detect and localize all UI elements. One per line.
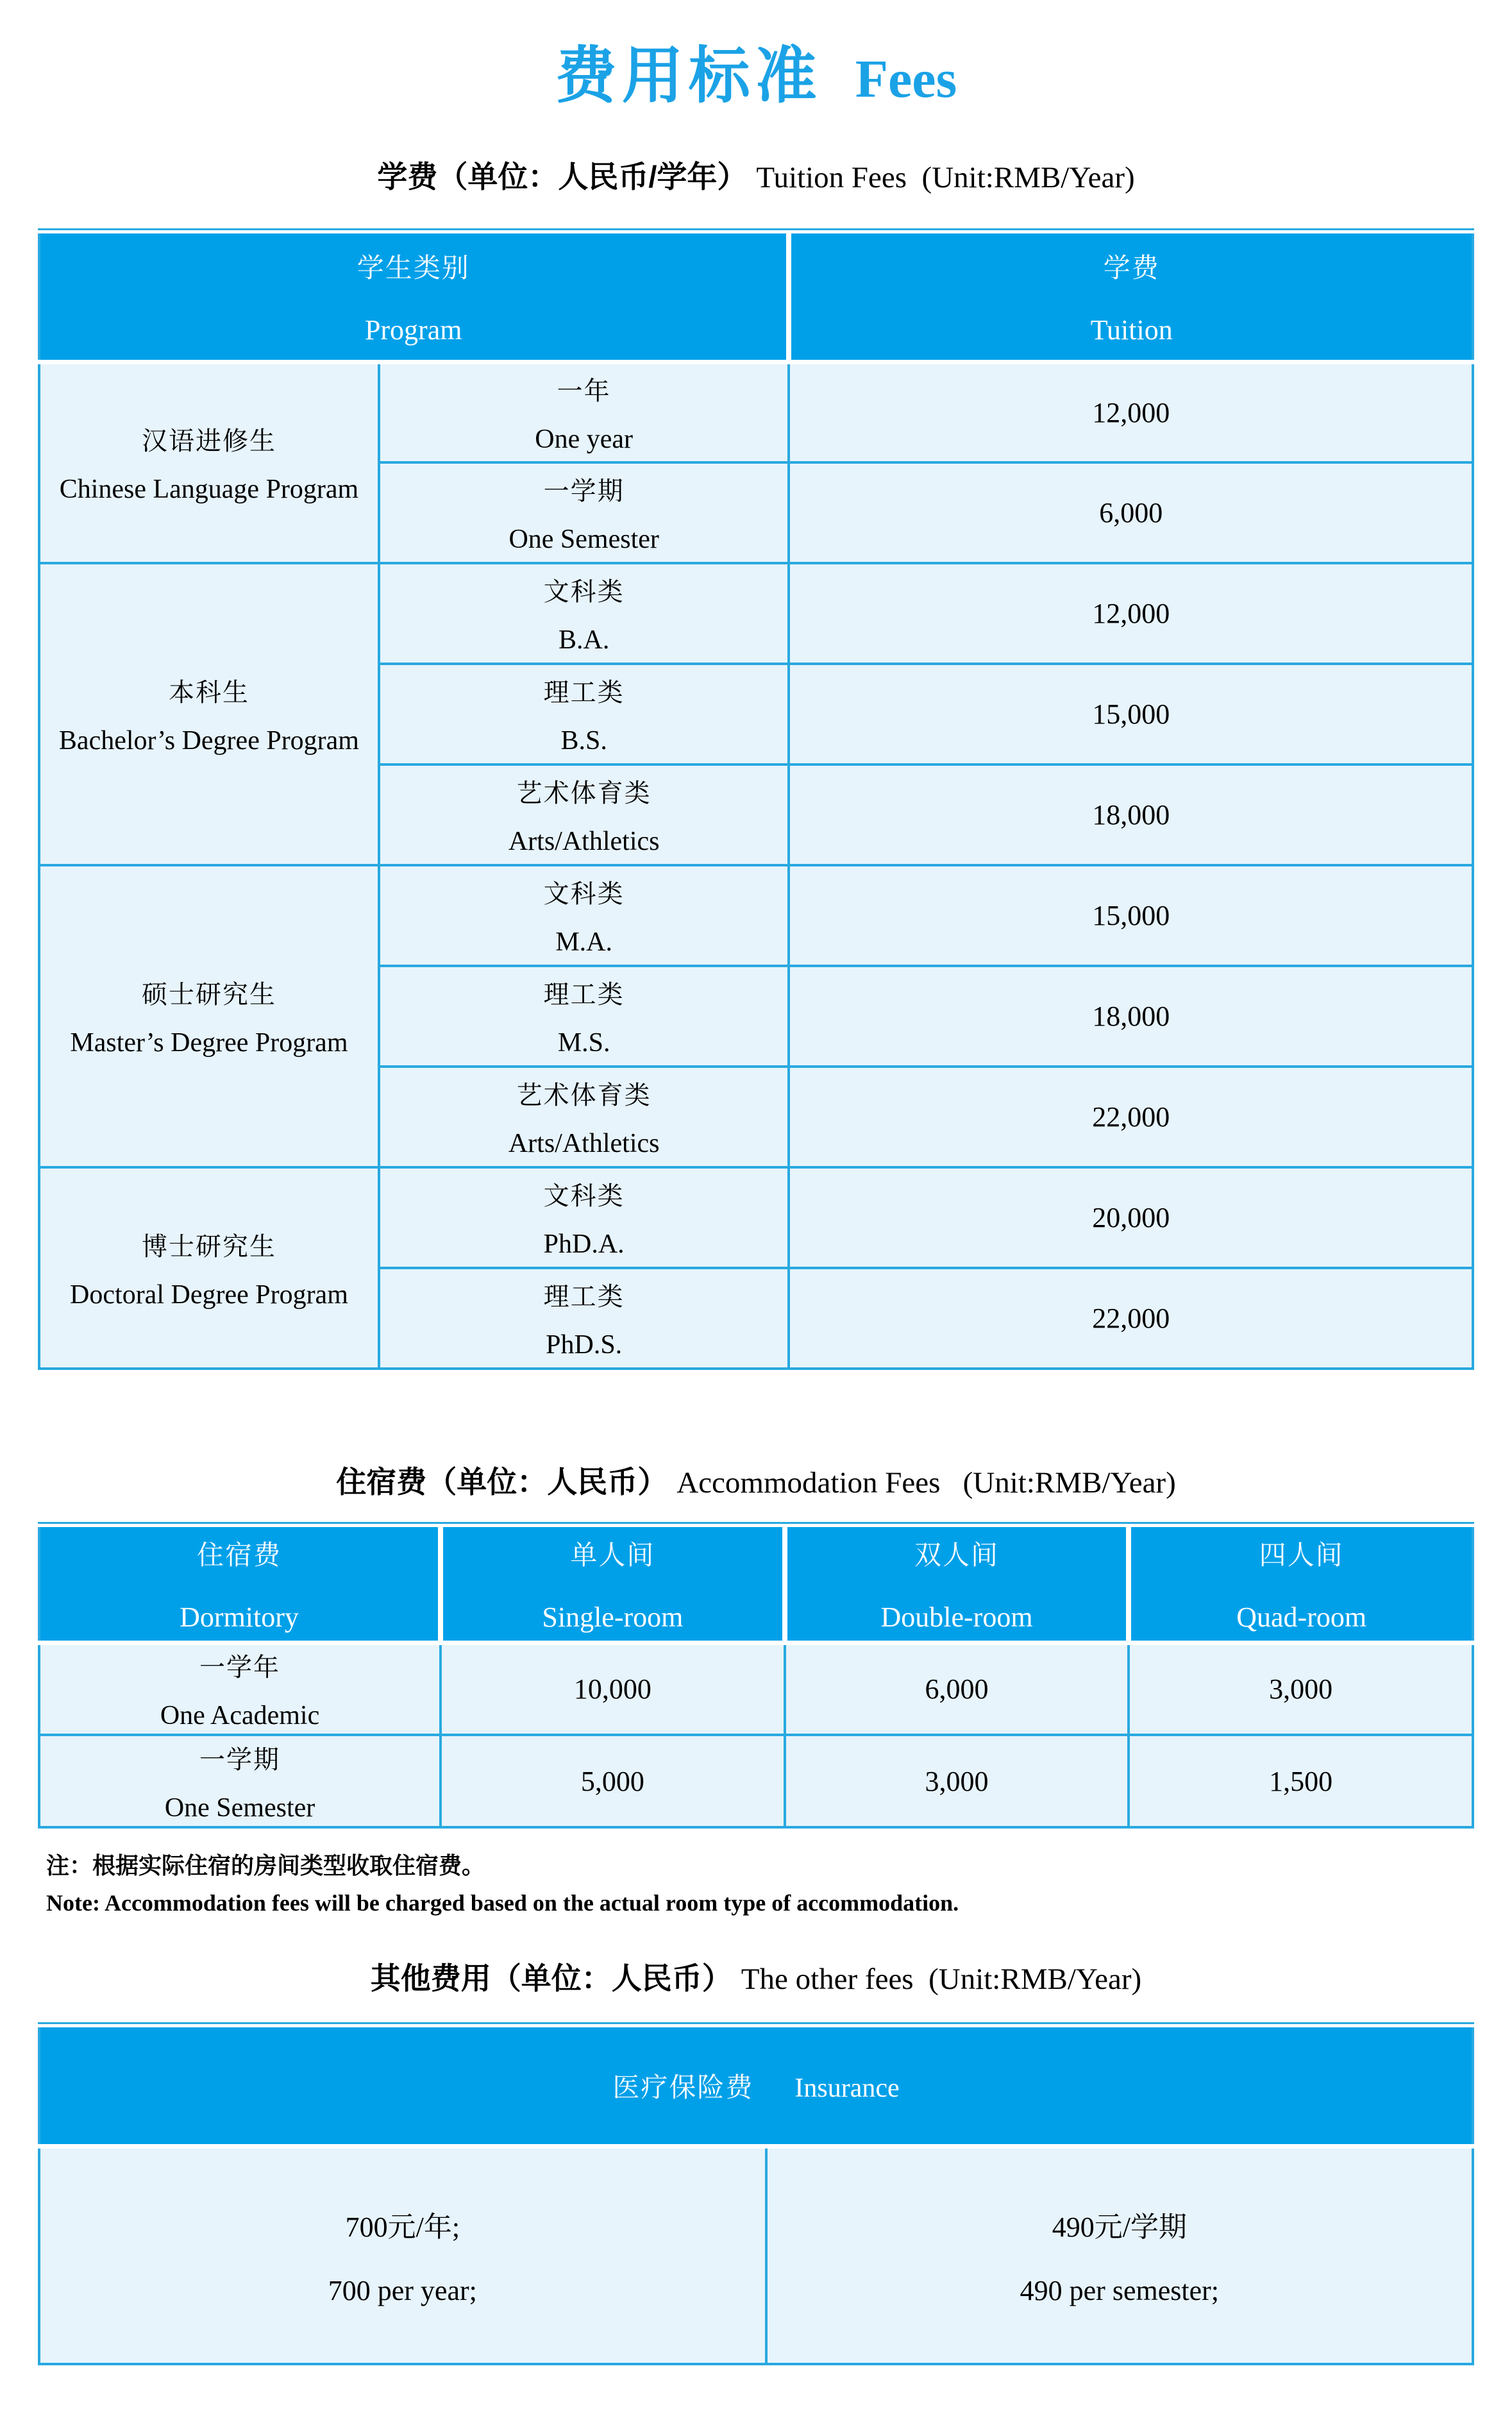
fee-cell — [789, 966, 1473, 1067]
insurance-header-row — [39, 2027, 1473, 2146]
fee-cell — [1129, 1643, 1473, 1735]
fee-value: 12,000 — [1092, 396, 1170, 428]
insurance-table — [38, 2027, 1474, 2365]
tuition-header-fee-zh: 学费 — [1103, 252, 1160, 283]
fee-value: 6,000 — [1099, 497, 1163, 529]
sub-zh: 文科类 — [543, 578, 625, 607]
tuition-header-program — [39, 233, 789, 362]
sub-en: One Semester — [508, 525, 659, 555]
table-row — [39, 2146, 1473, 2364]
insurance-yearly-zh: 700元/年; — [345, 2211, 460, 2243]
group-en: Doctoral Degree Program — [70, 1280, 348, 1310]
tuition-subtitle-en: Tuition Fees (Unit:RMB/Year) — [756, 161, 1135, 194]
page-title-zh: 费用标准 — [555, 42, 822, 110]
fee-cell — [789, 362, 1473, 462]
accommodation-subtitle-en: Accommodation Fees (Unit:RMB/Year) — [676, 1466, 1176, 1500]
fee-cell — [789, 462, 1473, 563]
table-row — [39, 1735, 1473, 1827]
accommodation-subtitle-zh: 住宿费（单位：人民币） — [336, 1465, 668, 1499]
accommodation-header-dormitory — [39, 1527, 441, 1643]
fee-value: 12,000 — [1092, 598, 1170, 630]
subcategory-cell — [379, 462, 789, 563]
fee-cell — [789, 563, 1473, 664]
subcategory-cell — [379, 362, 789, 462]
fee-cell — [785, 1735, 1129, 1827]
fee-cell — [789, 1067, 1473, 1167]
insurance-yearly-en: 700 per year; — [328, 2275, 477, 2307]
subcategory-cell — [379, 966, 789, 1067]
group-en: Chinese Language Program — [59, 475, 359, 505]
sub-zh: 一学期 — [543, 477, 625, 506]
tuition-header-fee-en: Tuition — [1090, 314, 1173, 346]
other-fees-subtitle-en: The other fees (Unit:RMB/Year) — [741, 1963, 1142, 1997]
subcategory-cell — [379, 563, 789, 664]
sub-zh: 文科类 — [543, 1182, 625, 1211]
other-fees-subtitle — [0, 1961, 1512, 1997]
tuition-header-program-en: Program — [364, 314, 462, 346]
group-en: Bachelor’s Degree Program — [58, 726, 359, 756]
fee-value: 6,000 — [925, 1673, 989, 1705]
page-title-en: Fees — [855, 49, 957, 109]
sub-zh: 理工类 — [543, 1283, 625, 1312]
fee-value: 3,000 — [1269, 1673, 1333, 1705]
fee-value: 18,000 — [1092, 1001, 1170, 1033]
fee-value: 18,000 — [1092, 799, 1170, 831]
hdr-en: Single-room — [542, 1601, 684, 1633]
accommodation-note-zh: 注：根据实际住宿的房间类型收取住宿费。 — [46, 1852, 485, 1879]
hdr-en: Quad-room — [1236, 1601, 1367, 1633]
group-cell-chinese-language — [39, 362, 379, 563]
table-row — [39, 865, 1473, 966]
insurance-header-zh: 医疗保险费 — [612, 2072, 754, 2102]
sub-en: B.S. — [560, 726, 607, 756]
subcategory-cell — [379, 865, 789, 966]
insurance-header — [39, 2027, 1473, 2146]
group-zh: 博士研究生 — [141, 1232, 276, 1261]
page-title — [0, 0, 1512, 115]
group-cell-doctoral — [39, 1167, 379, 1369]
hdr-zh: 双人间 — [914, 1539, 1000, 1570]
period-cell — [39, 1643, 441, 1735]
hdr-zh: 单人间 — [570, 1539, 655, 1570]
tuition-header-row — [39, 233, 1473, 362]
sub-en: PhD.A. — [543, 1229, 625, 1260]
insurance-semester-en: 490 per semester; — [1020, 2275, 1219, 2307]
period-zh: 一学期 — [199, 1745, 281, 1774]
group-zh: 硕士研究生 — [141, 981, 276, 1009]
fee-cell — [789, 865, 1473, 966]
subcategory-cell — [379, 1167, 789, 1268]
sub-zh: 一年 — [557, 376, 611, 405]
hdr-en: Double-room — [880, 1601, 1033, 1633]
table-row — [39, 362, 1473, 462]
sub-en: Arts/Athletics — [508, 1129, 660, 1159]
fee-cell — [789, 664, 1473, 765]
accommodation-table-wrap — [38, 1522, 1474, 1829]
hdr-en: Dormitory — [180, 1601, 299, 1633]
accommodation-table — [38, 1527, 1474, 1829]
fee-value: 15,000 — [1092, 698, 1170, 731]
fee-cell — [1129, 1735, 1473, 1827]
insurance-yearly-cell — [39, 2146, 766, 2364]
fee-value: 10,000 — [573, 1673, 651, 1705]
period-en: One Academic — [160, 1701, 320, 1731]
fee-value: 22,000 — [1092, 1303, 1170, 1335]
tuition-subtitle-zh: 学费（单位：人民币/学年） — [377, 160, 748, 194]
insurance-header-en: Insurance — [794, 2073, 900, 2103]
sub-zh: 文科类 — [543, 880, 625, 909]
fee-value: 20,000 — [1092, 1202, 1170, 1234]
sub-en: Arts/Athletics — [508, 827, 660, 857]
sub-zh: 艺术体育类 — [516, 1081, 651, 1110]
fee-value: 3,000 — [925, 1765, 989, 1797]
fee-cell — [441, 1735, 785, 1827]
tuition-header-program-zh: 学生类别 — [357, 252, 470, 283]
group-en: Master’s Degree Program — [70, 1028, 348, 1058]
other-fees-table-wrap — [38, 2022, 1474, 2365]
fee-cell — [789, 765, 1473, 865]
sub-en: M.A. — [555, 927, 612, 958]
accommodation-header-single — [441, 1527, 785, 1643]
accommodation-note-en: Note: Accommodation fees will be charged based on the actual room type of accommodation. — [46, 1890, 959, 1916]
sub-zh: 理工类 — [543, 679, 625, 707]
sub-en: B.A. — [558, 625, 610, 655]
fee-cell — [785, 1643, 1129, 1735]
group-cell-master — [39, 865, 379, 1167]
tuition-header-fee — [789, 233, 1473, 362]
sub-zh: 理工类 — [543, 981, 625, 1009]
fee-cell — [789, 1268, 1473, 1369]
fee-value: 1,500 — [1269, 1765, 1333, 1797]
subcategory-cell — [379, 765, 789, 865]
subcategory-cell — [379, 664, 789, 765]
table-row — [39, 1643, 1473, 1735]
hdr-zh: 四人间 — [1259, 1539, 1344, 1570]
period-zh: 一学年 — [199, 1653, 281, 1682]
subcategory-cell — [379, 1067, 789, 1167]
sub-en: PhD.S. — [546, 1330, 623, 1360]
subcategory-cell — [379, 1268, 789, 1369]
group-zh: 汉语进修生 — [141, 427, 276, 456]
fee-value: 22,000 — [1092, 1101, 1170, 1133]
period-en: One Semester — [164, 1793, 315, 1823]
group-cell-bachelor — [39, 563, 379, 865]
insurance-semester-cell — [766, 2146, 1473, 2364]
tuition-subtitle — [0, 160, 1512, 195]
accommodation-header-row — [39, 1527, 1473, 1643]
period-cell — [39, 1735, 441, 1827]
tuition-table-wrap — [38, 228, 1474, 1370]
tuition-table — [38, 233, 1474, 1370]
other-fees-subtitle-zh: 其他费用（单位：人民币） — [370, 1961, 732, 1996]
insurance-semester-zh: 490元/学期 — [1052, 2211, 1187, 2243]
sub-en: One year — [535, 424, 634, 454]
accommodation-subtitle — [0, 1465, 1512, 1500]
hdr-zh: 住宿费 — [197, 1539, 282, 1570]
table-row — [39, 1167, 1473, 1268]
sub-zh: 艺术体育类 — [516, 779, 651, 808]
fee-value: 15,000 — [1092, 900, 1170, 932]
fee-cell — [441, 1643, 785, 1735]
sub-en: M.S. — [557, 1028, 610, 1058]
accommodation-header-quad — [1129, 1527, 1473, 1643]
accommodation-header-double — [785, 1527, 1129, 1643]
table-row — [39, 563, 1473, 664]
fee-cell — [789, 1167, 1473, 1268]
fee-value: 5,000 — [580, 1765, 644, 1797]
group-zh: 本科生 — [168, 679, 249, 707]
